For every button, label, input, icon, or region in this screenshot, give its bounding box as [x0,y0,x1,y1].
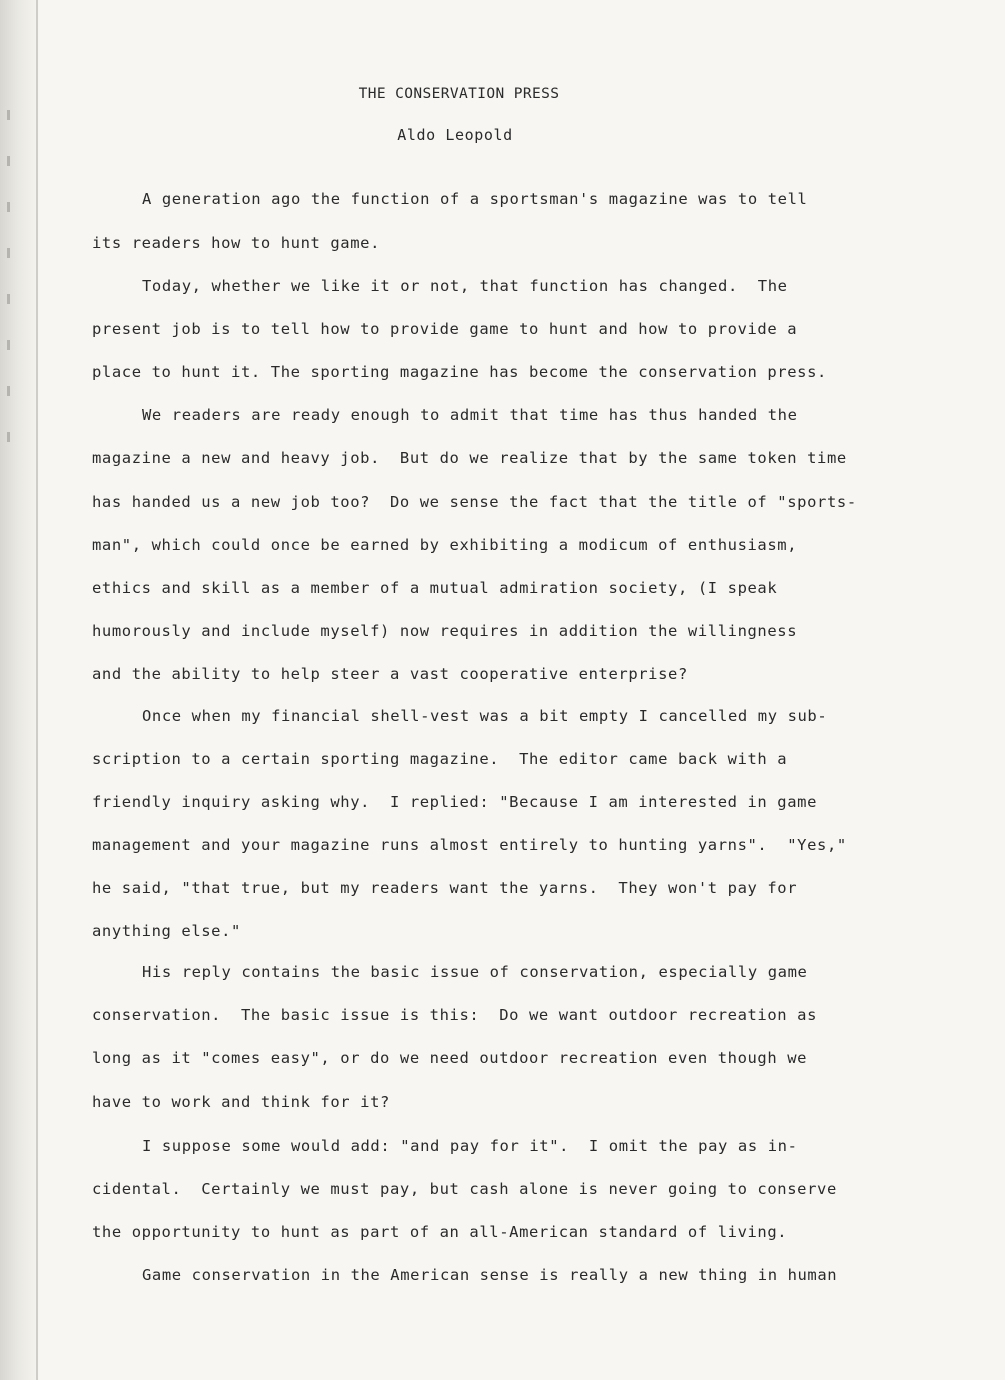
text-line: have to work and think for it? [92,1093,390,1111]
text-line: A generation ago the function of a sportsman's magazine was to tell [142,190,808,208]
text-line: long as it "comes easy", or do we need outdoor recreation even though we [92,1049,808,1067]
text-line: Today, whether we like it or not, that function has changed. The [142,277,788,295]
text-line: management and your magazine runs almost entirely to hunting yarns". "Yes," [92,836,847,854]
text-line: cidental. Certainly we must pay, but cash alone is never going to conserve [92,1180,837,1198]
text-line: the opportunity to hunt as part of an all-American standard of living. [92,1223,788,1241]
text-line: man", which could once be earned by exhibiting a modicum of enthusiasm, [92,536,798,554]
text-line: conservation. The basic issue is this: Do we want outdoor recreation as [92,1006,818,1024]
text-line: His reply contains the basic issue of conservation, especially game [142,963,808,981]
text-line: scription to a certain sporting magazine. The editor came back with a [92,750,788,768]
text-line: We readers are ready enough to admit that time has thus handed the [142,406,798,424]
text-line: anything else." [92,922,241,940]
text-line: has handed us a new job too? Do we sense the fact that the title of "sports- [92,493,857,511]
document-title: THE CONSERVATION PRESS [358,86,560,102]
text-line: place to hunt it. The sporting magazine has become the conservation press. [92,363,827,381]
text-line: Game conservation in the American sense is really a new thing in human [142,1266,838,1284]
text-line: I suppose some would add: "and pay for it". I omit the pay as in- [142,1137,798,1155]
text-line: its readers how to hunt game. [92,234,381,252]
document-author: Aldo Leopold [397,126,513,144]
text-line: friendly inquiry asking why. I replied: "Because I am interested in game [92,793,818,811]
text-line: present job is to tell how to provide game to hunt and how to provide a [92,320,798,338]
text-line: he said, "that true, but my readers want the yarns. They won't pay for [92,879,798,897]
text-line: and the ability to help steer a vast cooperative enterprise? [92,665,688,683]
text-line: humorously and include myself) now requires in addition the willingness [92,622,798,640]
text-line: ethics and skill as a member of a mutual admiration society, (I speak [92,579,778,597]
text-line: magazine a new and heavy job. But do we realize that by the same token time [92,449,847,467]
text-line: Once when my financial shell-vest was a bit empty I cancelled my sub- [142,707,828,725]
